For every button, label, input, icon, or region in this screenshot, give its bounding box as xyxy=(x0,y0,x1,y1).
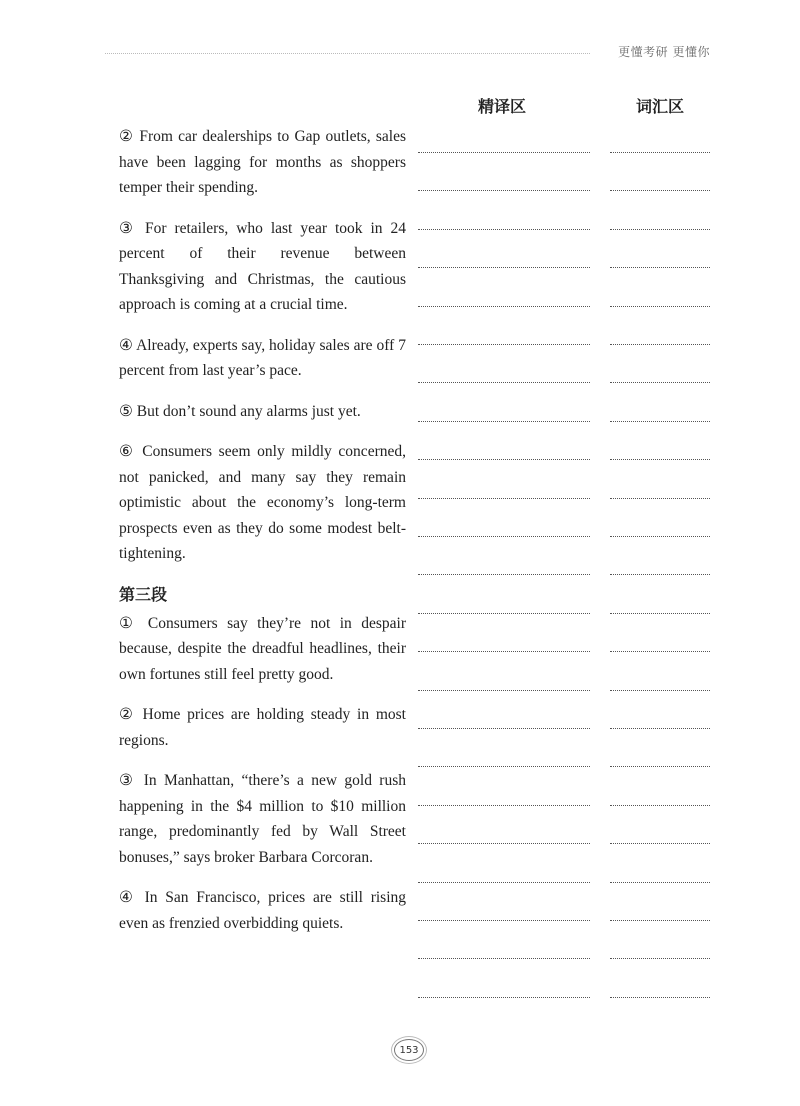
vocabulary-writing-line xyxy=(610,344,710,345)
vocabulary-writing-line xyxy=(610,152,710,153)
vocabulary-writing-line xyxy=(610,229,710,230)
translation-writing-line xyxy=(418,459,590,460)
translation-writing-line xyxy=(418,574,590,575)
translation-writing-line xyxy=(418,843,590,844)
sentence-p3-2: ② Home prices are holding steady in most regions. xyxy=(119,706,406,749)
translation-writing-line xyxy=(418,382,590,383)
translation-writing-line xyxy=(418,766,590,767)
vocabulary-writing-line xyxy=(610,536,710,537)
vocabulary-writing-line xyxy=(610,728,710,729)
header-divider xyxy=(105,53,590,54)
translation-writing-line xyxy=(418,958,590,959)
translation-writing-line xyxy=(418,728,590,729)
vocabulary-column-heading: 词汇区 xyxy=(636,97,685,116)
vocabulary-writing-line xyxy=(610,766,710,767)
vocabulary-writing-line xyxy=(610,843,710,844)
vocabulary-writing-line xyxy=(610,190,710,191)
page-number xyxy=(392,1038,426,1062)
vocabulary-writing-line xyxy=(610,306,710,307)
translation-writing-line xyxy=(418,997,590,998)
vocabulary-writing-line xyxy=(610,690,710,691)
header-tagline: 更懂考研 更懂你 xyxy=(618,45,710,59)
translation-writing-line xyxy=(418,229,590,230)
vocabulary-writing-line xyxy=(610,882,710,883)
translation-writing-line xyxy=(418,536,590,537)
vocabulary-writing-line xyxy=(610,920,710,921)
translation-writing-line xyxy=(418,613,590,614)
vocabulary-writing-line xyxy=(610,421,710,422)
sentence-p2-2: ② From car dealerships to Gap outlets, sales have been lagging for months as shoppers temper their spending. xyxy=(119,128,406,196)
vocabulary-writing-line xyxy=(610,613,710,614)
page-number-badge: 153 xyxy=(394,1039,424,1061)
vocabulary-writing-line xyxy=(610,958,710,959)
translation-writing-line xyxy=(418,651,590,652)
sentence-p2-6: ⑥ Consumers seem only mildly concerned, not panicked, and many say they remain optimistic about the economy’s long-term prospects even as they do some modest belt-tightening. xyxy=(119,443,406,562)
translation-writing-line xyxy=(418,152,590,153)
translation-writing-line xyxy=(418,805,590,806)
vocabulary-writing-line xyxy=(610,459,710,460)
vocabulary-writing-line xyxy=(610,805,710,806)
vocabulary-writing-line xyxy=(610,382,710,383)
sentence-p2-3: ③ For retailers, who last year took in 24 percent of their revenue between Thanksgiving and Christmas, the cautious approach is coming at a crucial time. xyxy=(119,219,406,313)
vocabulary-writing-line xyxy=(610,651,710,652)
translation-writing-line xyxy=(418,190,590,191)
translation-writing-line xyxy=(418,267,590,268)
translation-writing-line xyxy=(418,344,590,345)
translation-writing-line xyxy=(418,421,590,422)
vocabulary-writing-line xyxy=(610,267,710,268)
vocabulary-writing-line xyxy=(610,498,710,499)
sentence-p3-3: ③ In Manhattan, “there’s a new gold rush happening in the $4 million to $10 million range, predominantly fed by Wall Street bonuses,” says broker Barbara Corcoran. xyxy=(119,772,406,866)
translation-writing-line xyxy=(418,882,590,883)
translation-writing-line xyxy=(418,920,590,921)
translation-writing-line xyxy=(418,690,590,691)
section-heading: 第三段 xyxy=(119,584,168,604)
translation-writing-line xyxy=(418,306,590,307)
sentence-p2-5: ⑤ But don’t sound any alarms just yet. xyxy=(119,402,361,420)
translation-writing-line xyxy=(418,498,590,499)
translation-column-heading: 精译区 xyxy=(478,97,527,116)
sentence-p2-4: ④ Already, experts say, holiday sales are off 7 percent from last year’s pace. xyxy=(119,336,406,379)
sentence-p3-1: ① Consumers say they’re not in despair because, despite the dreadful headlines, their own fortunes still feel pretty good. xyxy=(119,614,406,683)
vocabulary-writing-line xyxy=(610,574,710,575)
vocabulary-writing-line xyxy=(610,997,710,998)
sentence-p3-4: ④ In San Francisco, prices are still rising even as frenzied overbidding quiets. xyxy=(119,889,406,932)
sentence-column xyxy=(119,124,406,951)
